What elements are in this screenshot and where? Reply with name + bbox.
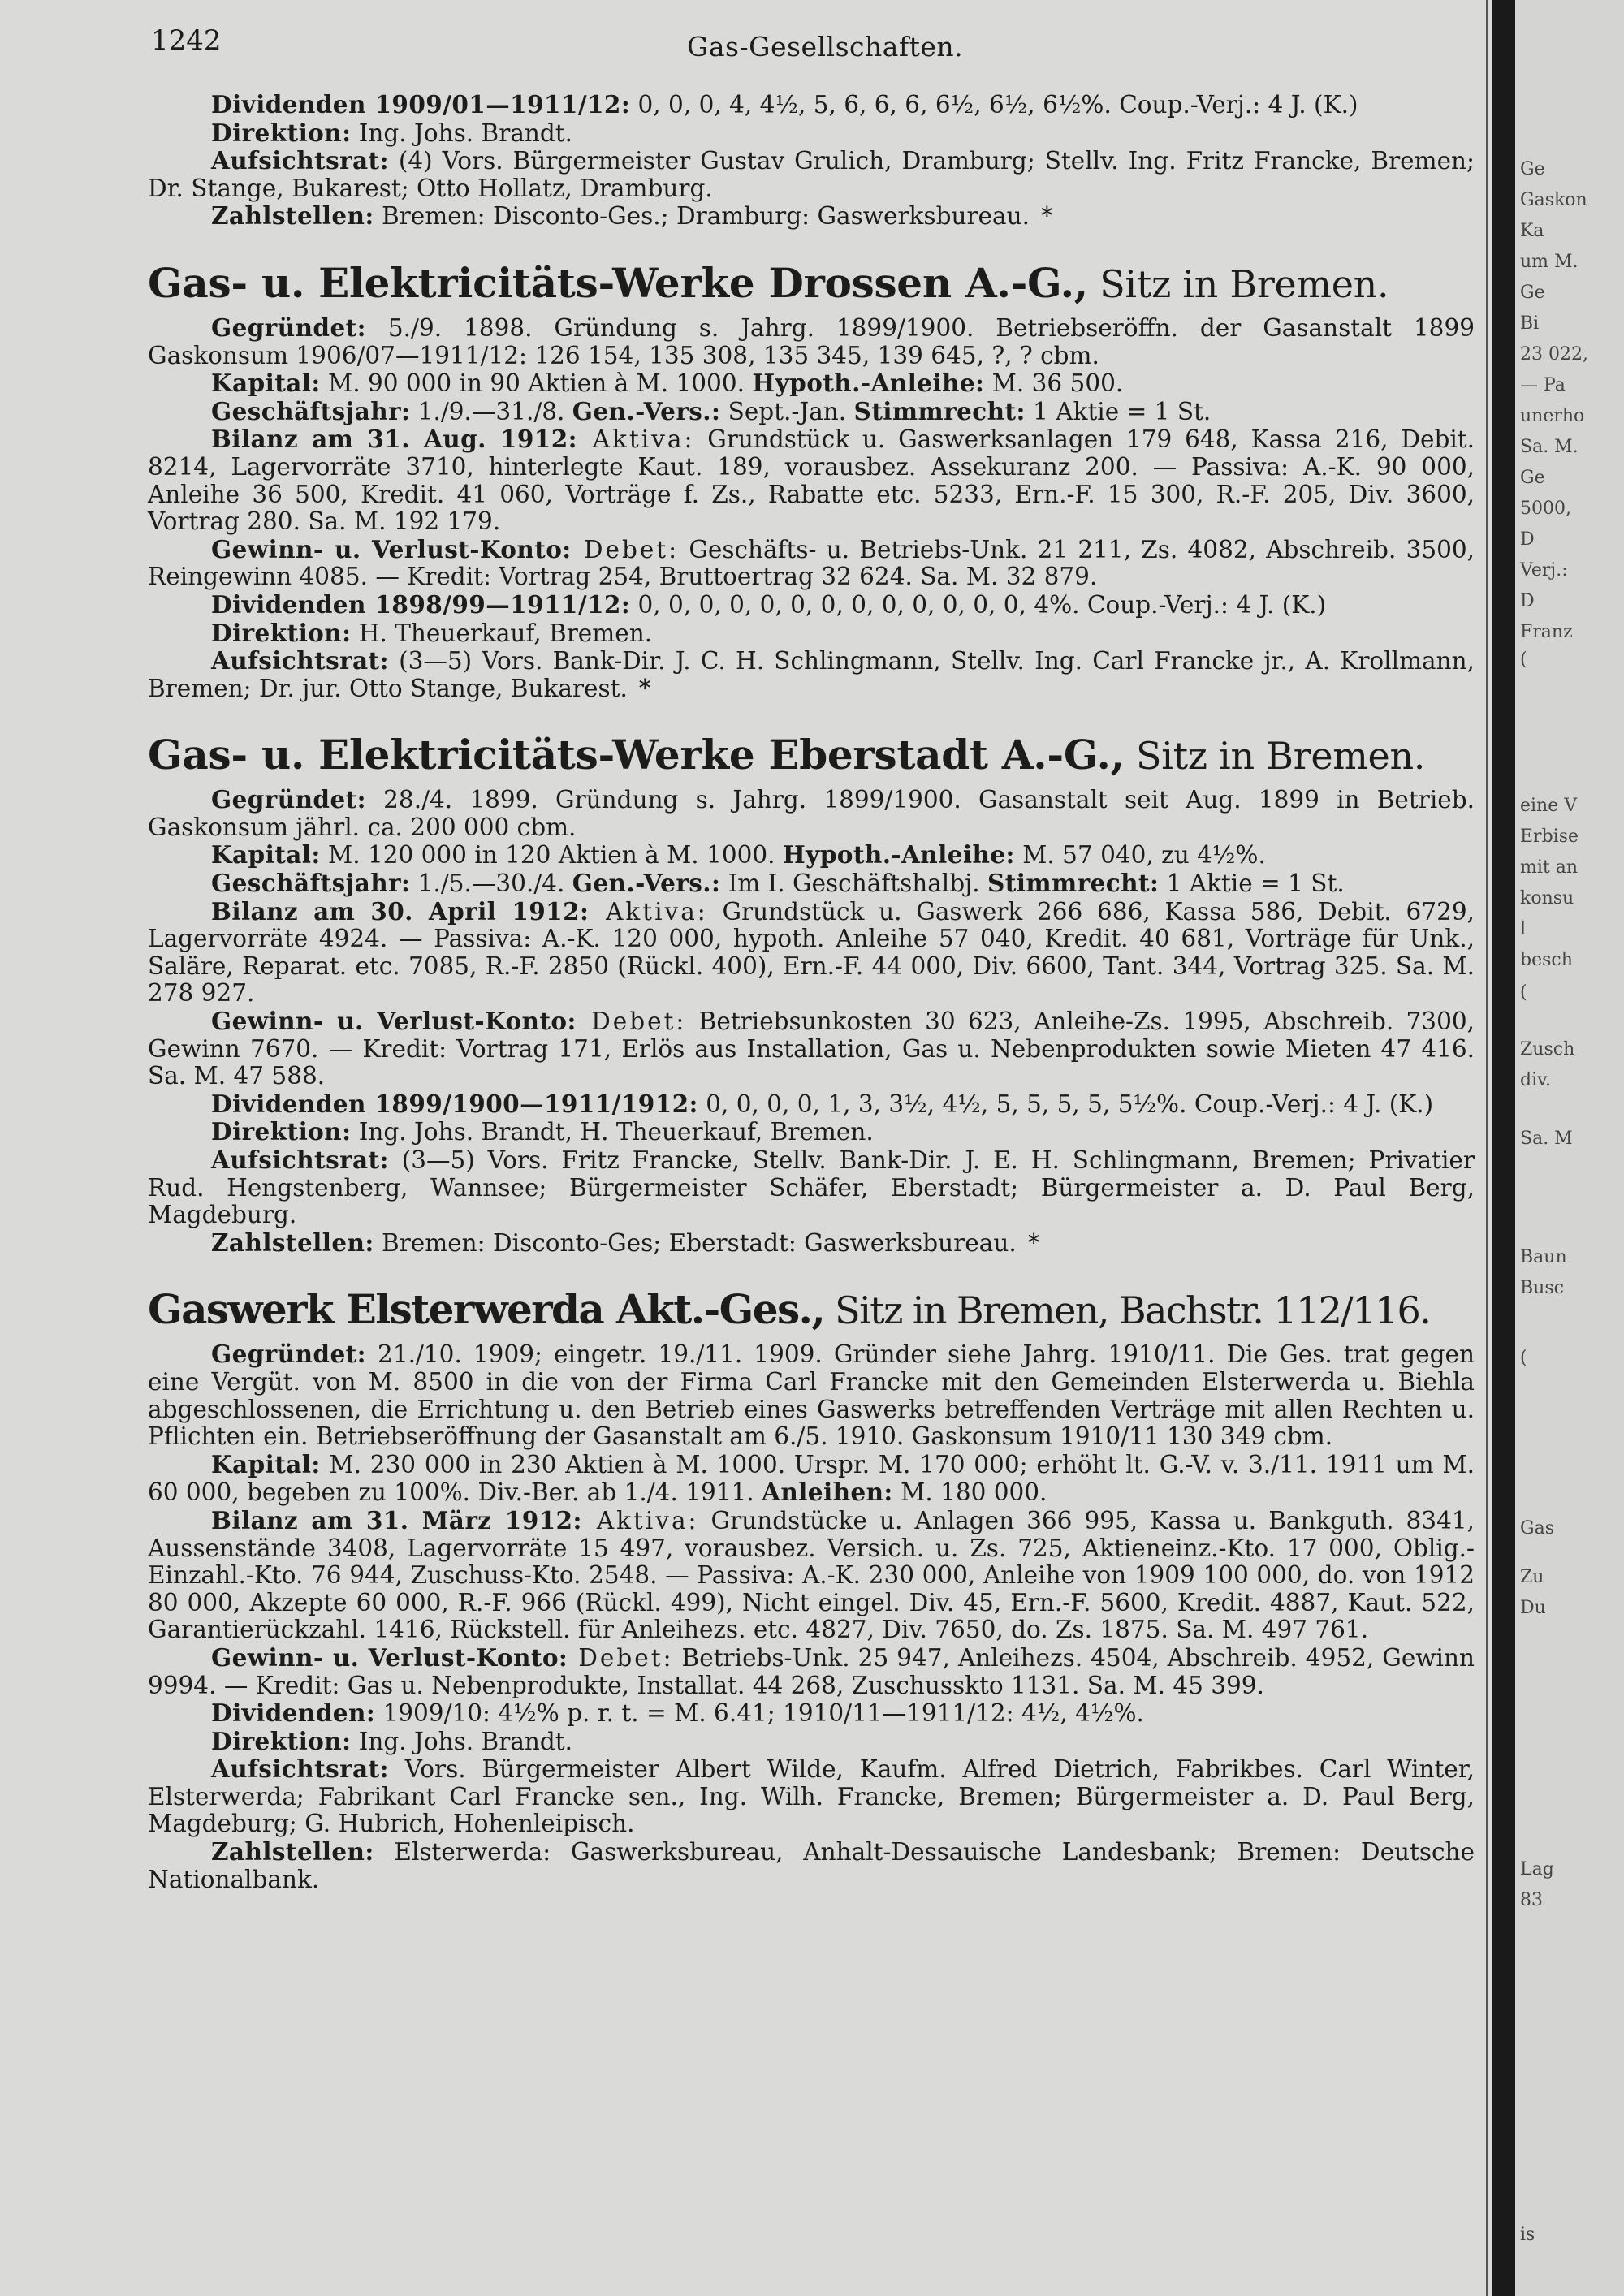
page-header <box>151 24 1475 65</box>
field-text: Im I. Geschäftshalbj. <box>720 870 980 898</box>
field-label: Gewinn- u. Verlust-Konto: <box>211 1642 568 1672</box>
company-name: Gas- u. Elektricitäts-Werke Drossen A.-G., <box>148 258 1088 307</box>
company-heading <box>148 1286 1475 1334</box>
field-text: (3—5) Vors. Fritz Francke, Stellv. Bank-Dir. J. E. H. Schlingmann, Bremen; Privatier Rud. Hengstenberg, Wannsee; Bürgermeister Schäfer, Eberstadt; Bürgermeister a. D. Paul Berg, Magdeburg. <box>148 1146 1475 1229</box>
adjacent-page-fragment: Ka <box>1520 221 1544 241</box>
adjacent-page-fragment: Sa. M <box>1520 1129 1573 1149</box>
adjacent-page-fragment: Sa. M. <box>1520 437 1579 457</box>
field-text: Betriebsunkosten 30 623, Anleihe-Zs. 1995, Abschreib. 7300, Gewinn 7670. — Kredit: Vortrag 171, Erlös aus Installation, Gas u. Nebenprodukten sowie Mieten 47 416. Sa. M. 47 588. <box>148 1008 1475 1090</box>
field-text: 1./5.—30./4. <box>410 870 565 898</box>
field-text: Vors. Bürgermeister Albert Wilde, Kaufm. Alfred Dietrich, Fabrikbes. Carl Winter, Elsterwerda; Fabrikant Carl Francke sen., Ing. Wilh. Francke, Bremen; Bürgermeister a. D. Paul Berg, Magdeburg; G. Hubrich, Hohenleipisch. <box>148 1755 1475 1838</box>
field-text: Betriebs-Unk. 25 947, Anleihezs. 4504, Abschreib. 4952, Gewinn 9994. — Kredit: Gas u. Nebenprodukte, Installat. 44 268, Zuschusskto 1131. Sa. M. 45 399. <box>148 1643 1475 1699</box>
spaced-label: Debet: <box>568 1643 674 1672</box>
field-text: 0, 0, 0, 0, 1, 3, 3½, 4½, 5, 5, 5, 5, 5½%. Coup.-Verj.: 4 J. (K.) <box>698 1090 1434 1118</box>
adjacent-page-fragment: Ge <box>1520 468 1545 488</box>
field-text: M. 230 000 in 230 Aktien à M. 1000. Urspr. M. 170 000; erhöht lt. G.-V. v. 3./11. 1911 um M. 60 000, begeben zu 100%. Div.-Ber. ab 1./4. 1911. <box>148 1450 1475 1507</box>
page-fold-line <box>1486 0 1488 2296</box>
field-label: Zahlstellen: <box>211 1228 374 1257</box>
entry-paragraph <box>148 1118 1475 1146</box>
field-text: M. 57 040, zu 4½%. <box>1014 841 1266 870</box>
adjacent-page-fragment: div. <box>1520 1070 1551 1090</box>
field-label: Geschäftsjahr: <box>211 869 411 898</box>
page-body <box>148 91 1475 1893</box>
adjacent-page-fragment: mit an <box>1520 857 1579 878</box>
field-label: Zahlstellen: <box>211 1837 374 1867</box>
page-number: 1242 <box>151 24 222 57</box>
adjacent-page-fragment: Baun <box>1520 1247 1567 1267</box>
entry-paragraph <box>148 425 1475 535</box>
field-label: Gegründet: <box>211 785 366 814</box>
adjacent-page-fragment: is <box>1520 2225 1535 2245</box>
continued-entry <box>148 91 1475 231</box>
entry-paragraph <box>148 1644 1475 1699</box>
company-entries <box>148 260 1475 1893</box>
field-label: Aufsichtsrat: <box>211 146 389 175</box>
field-label: Direktion: <box>211 118 352 147</box>
field-label: Bilanz am 31. März 1912: <box>211 1505 582 1534</box>
adjacent-page-fragment: Ge <box>1520 283 1545 303</box>
company-seat: Sitz in Bremen. <box>1124 734 1426 779</box>
entry-paragraph <box>148 147 1475 202</box>
field-label: Aufsichtsrat: <box>211 1754 389 1784</box>
field-text: Elsterwerda: Gaswerksbureau, Anhalt-Dessauische Landesbank; Bremen: Deutsche Nationalbank. <box>148 1838 1475 1893</box>
entry-paragraph <box>148 314 1475 369</box>
field-text: M. 36 500. <box>984 369 1124 398</box>
entry-paragraph <box>148 1090 1475 1119</box>
spaced-label: Aktiva: <box>589 897 708 926</box>
spaced-label: Debet: <box>576 1008 687 1036</box>
field-text: M. 90 000 in 90 Aktien à M. 1000. <box>320 369 745 398</box>
field-text: Ing. Johs. Brandt. <box>351 1727 573 1755</box>
company-heading <box>148 732 1475 779</box>
field-label: Direktion: <box>211 1726 352 1755</box>
entry-paragraph <box>148 1340 1475 1450</box>
field-text: Sept.-Jan. <box>720 397 847 425</box>
adjacent-page-fragment: Ge <box>1520 159 1545 179</box>
field-label: Zahlstellen: <box>211 201 374 231</box>
adjacent-page-fragment: unerho <box>1520 406 1585 426</box>
entry-paragraph <box>148 536 1475 591</box>
adjacent-page-fragment: konsu <box>1520 888 1574 908</box>
field-label: Gewinn- u. Verlust-Konto: <box>211 534 572 563</box>
field-text: (3—5) Vors. Bank-Dir. J. C. H. Schlingmann, Stellv. Ing. Carl Francke jr., A. Krollmann, Bremen; Dr. jur. Otto Stange, Bukarest. <box>148 647 1475 702</box>
entry-paragraph <box>148 1728 1475 1756</box>
field-label: Gen.-Vers.: <box>572 869 721 898</box>
adjacent-page-edge <box>1515 0 1624 2296</box>
adjacent-page-fragment: Du <box>1520 1598 1546 1618</box>
entry-paragraph <box>148 1008 1475 1090</box>
field-label: Kapital: <box>211 840 321 870</box>
company-seat: Sitz in Bremen, Bachstr. 112/116. <box>824 1288 1431 1333</box>
adjacent-page-fragment: ( <box>1520 1348 1527 1368</box>
entry-paragraph <box>148 647 1475 702</box>
field-label: Bilanz am 30. April 1912: <box>211 896 590 926</box>
field-text: 1 Aktie = 1 St. <box>1159 870 1345 898</box>
company-heading <box>148 260 1475 308</box>
field-text: 28./4. 1899. Gründung s. Jahrg. 1899/1900. Gasanstalt seit Aug. 1899 in Betrieb. Gaskonsum jährl. ca. 200 000 cbm. <box>148 786 1475 841</box>
field-text: 0, 0, 0, 0, 0, 0, 0, 0, 0, 0, 0, 0, 0, 4%. Coup.-Verj.: 4 J. (K.) <box>630 590 1327 619</box>
spaced-label: Aktiva: <box>577 425 695 454</box>
entry-paragraph <box>148 398 1475 426</box>
field-text: Bremen: Disconto-Ges; Eberstadt: Gaswerksbureau. <box>374 1228 1017 1257</box>
entry-paragraph <box>148 91 1475 119</box>
field-label: Kapital: <box>211 1449 321 1478</box>
field-label: Kapital: <box>211 369 321 398</box>
footnote-star: * <box>1027 1228 1040 1257</box>
adjacent-page-fragment: ( <box>1520 982 1527 1003</box>
field-text: Bremen: Disconto-Ges.; Dramburg: Gaswerksbureau. <box>374 202 1030 231</box>
adjacent-page-fragment: 23 022, <box>1520 344 1588 365</box>
field-text: H. Theuerkauf, Bremen. <box>351 619 653 647</box>
company-entry <box>148 732 1475 1257</box>
field-label: Gegründet: <box>211 313 366 342</box>
adjacent-page-fragment: l <box>1520 919 1527 939</box>
entry-paragraph <box>148 1146 1475 1229</box>
field-text: 1./9.—31./8. <box>410 397 565 425</box>
field-label: Geschäftsjahr: <box>211 396 411 425</box>
adjacent-page-fragment: Zu <box>1520 1567 1544 1587</box>
adjacent-page-fragment: ( <box>1520 650 1527 670</box>
field-label: Anleihen: <box>762 1478 893 1507</box>
entry-paragraph <box>148 619 1475 648</box>
adjacent-page-fragment: Zusch <box>1520 1039 1575 1060</box>
adjacent-page-fragment: Gaskon <box>1520 190 1587 210</box>
company-entry <box>148 260 1475 702</box>
adjacent-page-fragment: 83 <box>1520 1890 1543 1910</box>
field-text: 5./9. 1898. Gründung s. Jahrg. 1899/1900. Betriebseröffn. der Gasanstalt 1899 Gaskonsum 1906/07—1911/12: 126 154, 135 308, 135 345, 139 645, ?, ? cbm. <box>148 313 1475 369</box>
running-title: Gas-Gesellschaften. <box>687 31 964 63</box>
adjacent-page-fragment: Erbise <box>1520 826 1579 847</box>
adjacent-page-fragment: Bi <box>1520 313 1540 334</box>
entry-paragraph <box>148 119 1475 148</box>
field-text: Ing. Johs. Brandt. <box>351 119 573 147</box>
adjacent-page-fragment: eine V <box>1520 796 1578 816</box>
field-label: Dividenden: <box>211 1698 376 1728</box>
footnote-star: * <box>1040 202 1053 231</box>
spaced-label: Debet: <box>571 535 680 563</box>
field-label: Aufsichtsrat: <box>211 1146 389 1174</box>
entry-paragraph <box>148 786 1475 841</box>
entry-paragraph <box>148 591 1475 619</box>
book-gutter <box>1492 0 1515 2296</box>
adjacent-page-fragment: Franz <box>1520 622 1573 642</box>
adjacent-page-fragment: Lag <box>1520 1859 1554 1880</box>
adjacent-page-fragment: 5000, <box>1520 498 1571 519</box>
field-label: Direktion: <box>211 1117 352 1146</box>
company-entry <box>148 1286 1475 1893</box>
adjacent-page-fragment: um M. <box>1520 252 1579 272</box>
entry-paragraph <box>148 1755 1475 1838</box>
field-text: Grundstück u. Gaswerksanlagen 179 648, Kassa 216, Debit. 8214, Lagervorräte 3710, hinterlegte Kaut. 189, vorausbez. Assekuranz 200. — Passiva: A.-K. 90 000, Anleihe 36 500, Kredit. 41 060, Vorträge f. Zs., Rabatte etc. 5233, Ern.-F. 15 300, R.-F. 205, Div. 3600, Vortrag 280. Sa. M. 192 179. <box>148 425 1475 536</box>
field-label: Bilanz am 31. Aug. 1912: <box>211 425 577 454</box>
company-seat: Sitz in Bremen. <box>1087 261 1389 306</box>
field-text: 1 Aktie = 1 St. <box>1025 397 1212 425</box>
adjacent-page-fragment: besch <box>1520 950 1573 970</box>
field-text: Grundstücke u. Anlagen 366 995, Kassa u. Bankguth. 8341, Aussenstände 3408, Lagervorräte 15 497, vorausbez. Versich. u. Zs. 725, Aktieneinz.-Kto. 17 000, Oblig.-Einzahl.-Kto. 76 944, Zuschuss-Kto. 2548. — Passiva: A.-K. 230 000, Anleihe von 1909 100 000, do. von 1912 80 000, Akzepte 60 000, R.-F. 966 (Rückl. 499), Nicht eingel. Div. 45, Ern.-F. 5600, Kredit. 4887, Kaut. 522, Garantierückzahl. 1416, Rückstell. für Anleihezs. etc. 4827, Div. 7650, do. Zs. 1875. Sa. M. 497 761. <box>148 1506 1475 1644</box>
field-label: Hypoth.-Anleihe: <box>752 369 985 398</box>
field-label: Gen.-Vers.: <box>572 396 721 425</box>
entry-paragraph <box>148 1229 1475 1258</box>
entry-paragraph <box>148 202 1475 231</box>
adjacent-page-fragment: D <box>1520 529 1535 550</box>
field-text: (4) Vors. Bürgermeister Gustav Grulich, Dramburg; Stellv. Ing. Fritz Francke, Bremen; Dr. Stange, Bukarest; Otto Hollatz, Dramburg. <box>148 147 1475 202</box>
entry-paragraph <box>148 369 1475 398</box>
adjacent-page-fragment: Gas <box>1520 1518 1554 1539</box>
field-text: 21./10. 1909; eingetr. 19./11. 1909. Gründer siehe Jahrg. 1910/11. Die Ges. trat gegen eine Vergüt. von M. 8500 in die von der Firma Carl Francke mit den Gemeinden Elsterwerda u. Biehla abgeschlossenen, die Errichtung u. den Betrieb eines Gaswerks betreffenden Verträge mit allen Rechten u. Pflichten ein. Betriebseröffnung der Gasanstalt am 6./5. 1910. Gaskonsum 1910/11 130 349 cbm. <box>148 1340 1475 1451</box>
field-label: Hypoth.-Anleihe: <box>782 840 1015 870</box>
adjacent-page-fragment: Verj.: <box>1520 560 1568 580</box>
spaced-label: Aktiva: <box>581 1506 699 1534</box>
company-name: Gas- u. Elektricitäts-Werke Eberstadt A.-G., <box>148 731 1125 779</box>
field-text: Geschäfts- u. Betriebs-Unk. 21 211, Zs. 4082, Abschreib. 3500, Reingewinn 4085. — Kredit: Vortrag 254, Bruttoertrag 32 624. Sa. M. 32 879. <box>148 535 1475 591</box>
entry-paragraph <box>148 1838 1475 1893</box>
field-text: M. 180 000. <box>892 1478 1047 1507</box>
field-label: Dividenden 1909/01—1911/12: <box>211 90 631 119</box>
field-label: Gewinn- u. Verlust-Konto: <box>211 1007 577 1036</box>
entry-paragraph <box>148 841 1475 870</box>
field-label: Dividenden 1899/1900—1911/1912: <box>211 1089 698 1118</box>
footnote-star: * <box>638 674 651 702</box>
adjacent-page-fragment: — Pa <box>1520 375 1566 395</box>
entry-paragraph <box>148 1507 1475 1644</box>
company-name: Gaswerk Elsterwerda Akt.-Ges., <box>148 1285 825 1334</box>
field-label: Direktion: <box>211 618 352 647</box>
field-label: Aufsichtsrat: <box>211 646 389 675</box>
entry-paragraph <box>148 898 1475 1008</box>
entry-paragraph <box>148 870 1475 898</box>
field-label: Stimmrecht: <box>853 396 1026 425</box>
field-label: Gegründet: <box>211 1340 366 1369</box>
adjacent-page-fragment: Busc <box>1520 1278 1564 1298</box>
field-label: Stimmrecht: <box>987 869 1160 898</box>
field-text: Ing. Johs. Brandt, H. Theuerkauf, Bremen. <box>351 1118 874 1146</box>
entry-paragraph <box>148 1451 1475 1507</box>
field-text: M. 120 000 in 120 Aktien à M. 1000. <box>320 841 775 870</box>
field-label: Dividenden 1898/99—1911/12: <box>211 589 631 619</box>
entry-paragraph <box>148 1699 1475 1728</box>
adjacent-page-fragment: D <box>1520 591 1535 611</box>
field-text: Grundstück u. Gaswerk 266 686, Kassa 586, Debit. 6729, Lagervorräte 4924. — Passiva: A.-K. 120 000, hypoth. Anleihe 57 040, Kredit. 40 681, Vorträge für Unk., Saläre, Reparat. etc. 7085, R.-F. 2850 (Rückl. 400), Ern.-F. 44 000, Div. 6600, Tant. 344, Vortrag 325. Sa. M. 278 927. <box>148 897 1475 1008</box>
field-text: 0, 0, 0, 4, 4½, 5, 6, 6, 6, 6½, 6½, 6½%. Coup.-Verj.: 4 J. (K.) <box>630 91 1358 119</box>
field-text: 1909/10: 4½% p. r. t. = M. 6.41; 1910/11—1911/12: 4½, 4½%. <box>375 1699 1144 1728</box>
